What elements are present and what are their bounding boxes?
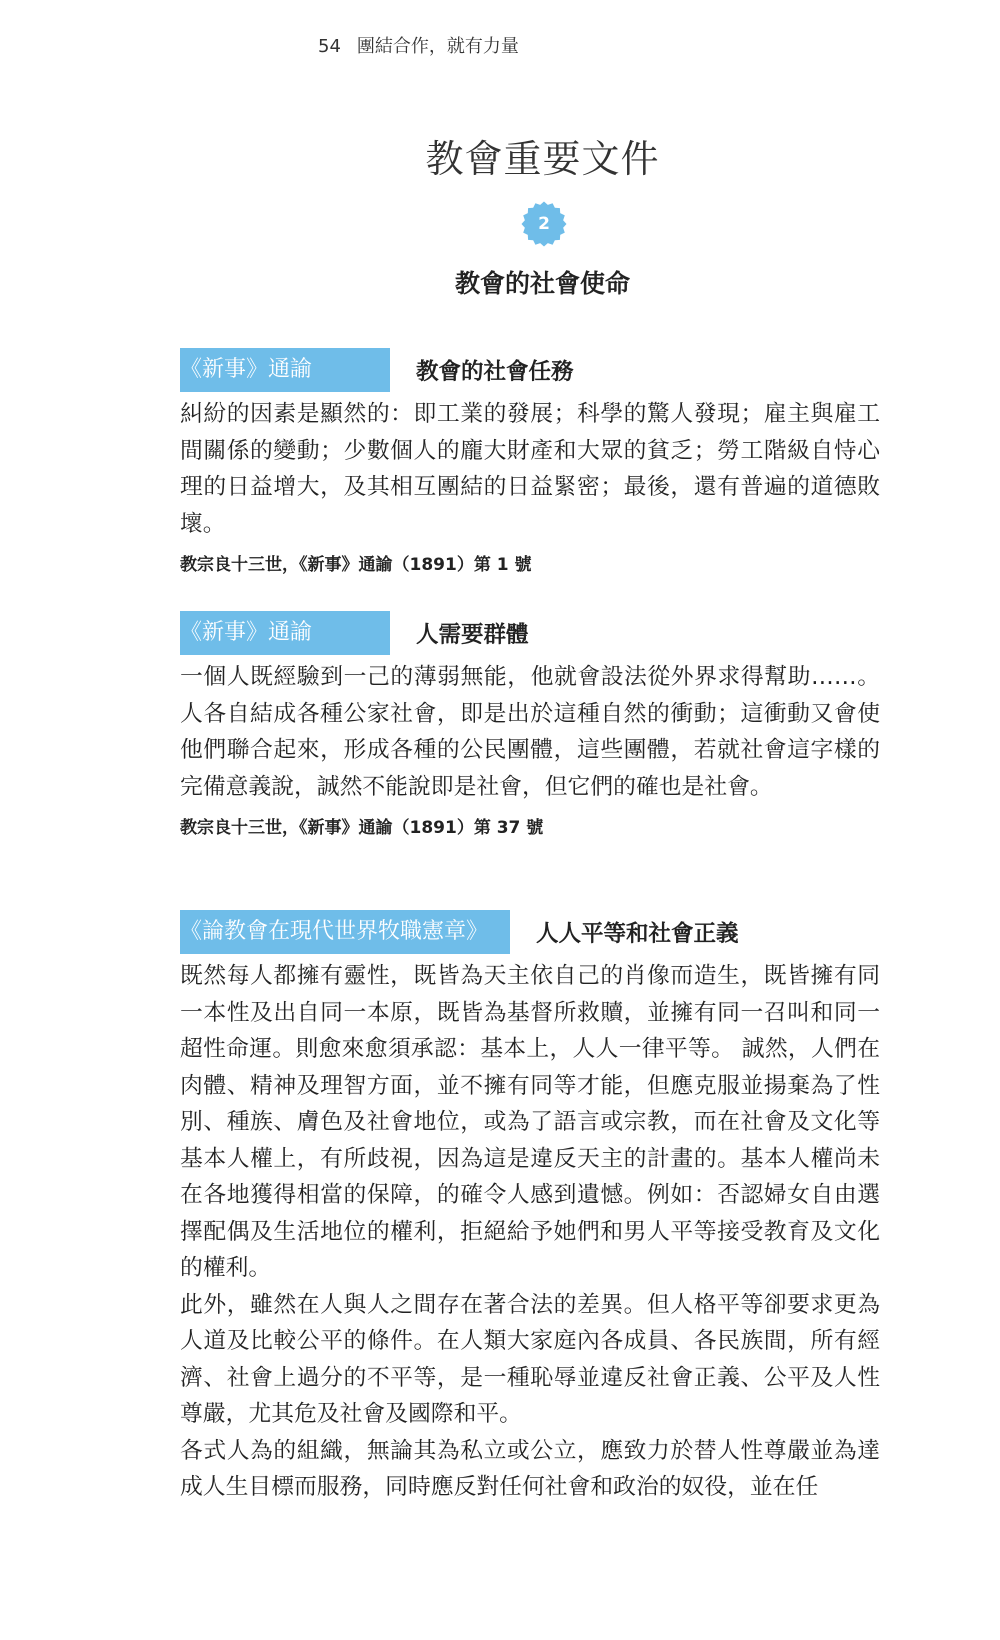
source-tag: 《新事》通諭 — [180, 348, 390, 392]
section-title: 人需要群體 — [416, 622, 529, 648]
source-tag: 《論教會在現代世界牧職憲章》 — [180, 910, 510, 954]
section-paragraph: 此外，雖然在人與人之間存在著合法的差異。但人格平等卻要求更為人道及比較公平的條件。在人類大家庭內各成員、各民族間，所有經濟、社會上過分的不平等，是一種恥辱並違反社會正義、公平及人性尊嚴，尤其危及社會及國際和平。 — [180, 1291, 880, 1427]
source-tag: 《新事》通諭 — [180, 611, 390, 655]
section-title: 教會的社會任務 — [416, 359, 574, 385]
running-title: 團結合作，就有力量 — [356, 36, 519, 57]
section-paragraph: 一個人既經驗到一己的薄弱無能，他就會設法從外界求得幫助……。人各自結成各種公家社會，即是出於這種自然的衝動；這衝動又會使他們聯合起來，形成各種的公民團體，這些團體，若就社會這字樣的完備意義說，誠然不能說即是社會，但它們的確也是社會。 — [180, 664, 880, 800]
page-number: 54 — [318, 36, 341, 57]
badge-number: 2 — [538, 214, 550, 234]
section-header — [180, 611, 880, 655]
section-title: 人人平等和社會正義 — [536, 921, 739, 947]
section-paragraph: 既然每人都擁有靈性，既皆為天主依自己的肖像而造生，既皆擁有同一本性及出自同一本原，既皆為基督所救贖，並擁有同一召叫和同一超性命運。則愈來愈須承認：基本上，人人一律平等。 誠然，人們在肉體、精神及理智方面，並不擁有同等才能，但應克服並揚棄為了性別、種族、膚色及社會地位，或為了語言或宗教，而在社會及文化等基本人權上，有所歧視，因為這是違反天主的計畫的。基本人權尚未在各地獲得相當的保障，的確令人感到遺憾。例如：否認婦女自由選擇配偶及生活地位的權利，拒絕給予她們和男人平等接受教育及文化的權利。 — [180, 963, 880, 1281]
section-gaudium-et-spes-equality — [180, 910, 880, 1506]
section-header — [180, 910, 880, 954]
citation: 教宗良十三世，《新事》通諭（1891）第 37 號 — [180, 818, 544, 838]
document-subtitle: 教會的社會使命 — [454, 269, 630, 298]
section-header — [180, 348, 880, 392]
section-rerum-novarum-social-task — [180, 348, 880, 575]
section-paragraph: 糾紛的因素是顯然的：即工業的發展；科學的驚人發現；雇主與雇工間關係的變動；少數個人的龐大財產和大眾的貧乏；勞工階級自恃心理的日益增大，及其相互團結的日益緊密；最後，還有普遍的道德敗壞。 — [180, 401, 880, 537]
section-rerum-novarum-community — [180, 611, 880, 838]
document-title: 教會重要文件 — [425, 137, 660, 181]
section-paragraph: 各式人為的組織，無論其為私立或公立，應致力於替人性尊嚴並為達成人生目標而服務，同時應反對任何社會和政治的奴役，並在任 — [180, 1437, 880, 1500]
running-header — [318, 32, 519, 58]
citation: 教宗良十三世，《新事》通諭（1891）第 1 號 — [180, 555, 532, 575]
